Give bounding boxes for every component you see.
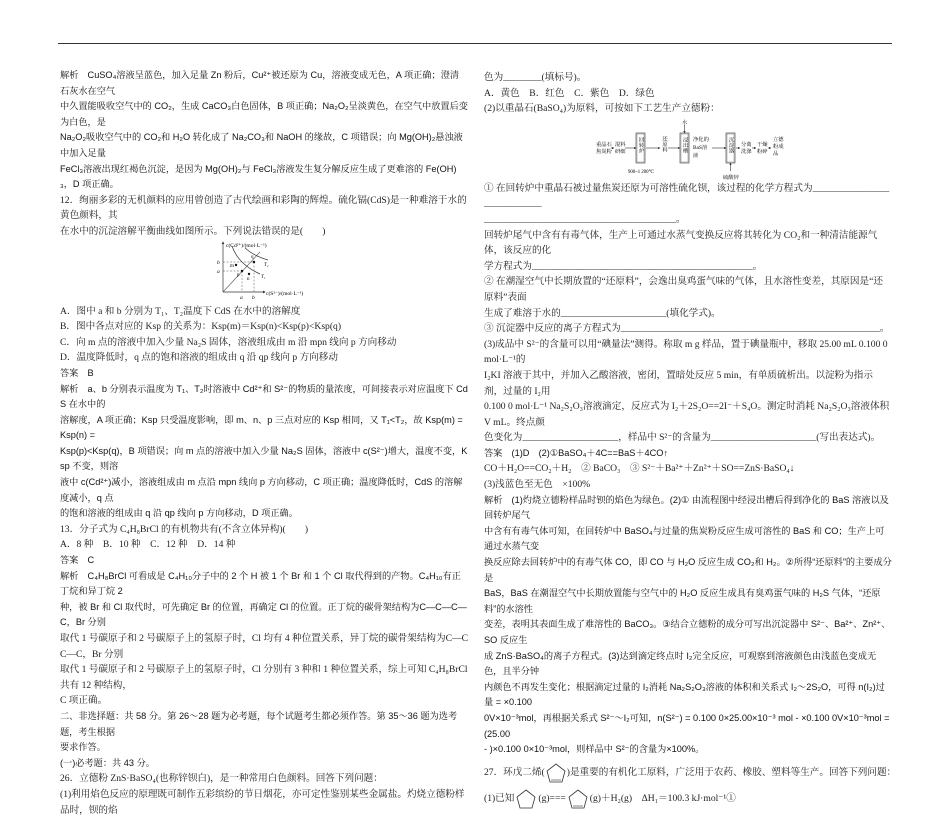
flow-output-2: 粉成: [773, 143, 784, 150]
curve-t2: [245, 248, 268, 260]
text-line: 26．立德粉 ZnS·BaSO₄(也称锌钡白)，是一种常用白色颜料。回答下列问题：: [60, 773, 383, 785]
text-line: 取代 1 号碳原子和 2 号碳原子上的氢原子时，Cl 分别有 3 种和 1 种位置关系，综上可知 C₄H₈BrCl 共有 12 种结构，: [60, 664, 468, 691]
x-axis-label: c(S²⁻)/(mol·L⁻¹): [266, 290, 304, 297]
label-t1: T₁: [261, 274, 266, 280]
analysis-line: 中久置能吸收空气中的 CO₂，生成 CaCO₃白色固体，B 项正确；Na₂O₂呈淡黄色，在空气中放置后变为白色，是: [60, 101, 468, 127]
solubility-curve-graph: [60, 240, 468, 304]
text-line: C 项正确。: [60, 695, 108, 707]
analysis-line: 答案 C: [60, 555, 95, 566]
analysis-line: 二、非选择题：共 58 分。第 26～28 题为必考题，每个试题考生都必须作答。第 35～36 题为选考题，考生根据: [60, 710, 458, 737]
point-n: [248, 272, 250, 274]
options-and-question-13-26: [60, 304, 468, 818]
point-m: [235, 263, 237, 265]
flow-output-3: 品: [773, 150, 779, 157]
analysis-line: Ksp(p)<Ksp(q)，B 项错误；向 m 点的溶液中加入少量 Na₂S 固体，溶液中 c(S²⁻)增大，温度不变，Ksp 不变，则溶: [60, 445, 468, 472]
flow-input-1: 重晶石: [596, 141, 612, 148]
flow-solution-1: 净化的: [693, 136, 709, 143]
question-27-equation: [484, 788, 892, 810]
text-line: A．黄色 B．红色 C．紫色 D．绿色: [484, 87, 655, 99]
analysis-line: 答案 B: [60, 367, 94, 378]
text-line: (1)利用焰色反应的原理既可制作五彩缤纷的节日烟花，亦可定性鉴别某些金属盐。灼烧立德粉样品时，钡的焰: [60, 788, 465, 816]
flow-zinc-sulfate: 硫酸锌: [723, 174, 739, 181]
flow-furnace: 回转炉: [637, 136, 644, 153]
flow-mix-2: 研细: [615, 148, 626, 155]
cyclopentene-structure-icon: [514, 788, 538, 810]
text-line: 0.100 0 mol·L⁻¹ Na₂S₂O₃溶液滴定，反应式为 I₂＋2S₂O==2I⁻＋S₄O。测定时消耗 Na₂S₂O₃溶液体积 V mL。终点颜: [484, 401, 890, 428]
analysis-line: 要求作答。: [60, 742, 106, 753]
question-27-prefix: 27．环戊二烯(: [484, 766, 545, 778]
text-line: A．图中 a 和 b 分别为 T₁、T₂温度下 CdS 在水中的溶解度: [60, 305, 301, 317]
y-axis-label: c(Cd²⁺)/(mol·L⁻¹): [226, 242, 267, 249]
analysis-line: 内颜色不再发生变化；根据滴定过量的 I₂消耗 Na₂S₂O₃溶液的体积和关系式 I₂～2S₂O，可得 n(I₂)过量 = ×0.100: [484, 681, 885, 708]
cyclopentadiene-structure-icon: [545, 762, 567, 784]
text-line: B．图中各点对应的 Ksp 的关系为：Ksp(m)＝Ksp(n)<Ksp(p)<Ksp(q): [60, 321, 342, 333]
analysis-line: 成 ZnS·BaSO₄的离子方程式。(3)达到滴定终点时 I₂完全反应，可观察到溶液颜色由浅蓝色变成无色，且半分钟: [484, 650, 877, 677]
flow-mix-1: 混料: [615, 141, 626, 148]
equation-middle: (g)===: [538, 792, 566, 804]
text-line: 在水中的沉淀溶解平衡曲线如图所示。下列说法错误的是( ): [60, 225, 326, 237]
analysis-line: 答案 (1)D (2)①BaSO₄＋4C==BaS＋4CO↑: [484, 447, 669, 458]
left-column: [60, 68, 468, 818]
text-line: CO＋H₂O==CO₂＋H₂ ② BaCO₃ ③ S²⁻＋Ba²⁺＋Zn²⁺＋SO==ZnS·BaSO₄↓: [484, 463, 795, 475]
flow-precipitator: 沉淀器: [727, 136, 734, 153]
text-line: D．温度降低时，q 点的饱和溶液的组成由 q 沿 qp 线向 p 方向移动: [60, 352, 338, 364]
equation-prefix: (1)已知: [484, 792, 515, 804]
analysis-line: 种，被 Br 和 Cl 取代时，可先确定 Br 的位置，再确定 Cl 的位置。正丁烷的碳骨架结构为C—C—C—C，Br 分别: [60, 601, 467, 628]
analysis-line: 溶解度，A 项正确；Ksp 只受温度影响，即 m、n、p 三点对应的 Ksp 相同，又 T₁<T₂，故 Ksp(m) = Ksp(n) =: [60, 414, 463, 441]
analysis-line: 变差，表明其表面生成了难溶性的 BaCO₃。③结合立德粉的成分可写出沉淀器中 S²⁻、Ba²⁺、Zn²⁺、SO 反应生: [484, 619, 891, 645]
analysis-line: 解析 CuSO₄溶液呈蓝色，加入足量 Zn 粉后，Cu²⁺被还原为 Cu，溶液变成无色，A 项正确；澄清石灰水在空气: [60, 70, 460, 96]
analysis-line: 的饱和溶液的组成由 q 沿 qp 线向 p 方向移动，D 项正确。: [60, 508, 298, 519]
question-26-continued: [484, 70, 892, 117]
text-line: I₂KI 溶液于其中，并加入乙酸溶液，密闭，置暗处反应 5 min，有单质硫析出。以淀粉为指示剂，过量的 I₂用: [484, 369, 873, 397]
text-line: ③ 沉淀器中反应的离子方程式为______________________________________________________。: [484, 323, 890, 335]
analysis-line: 液中 c(Cd²⁺)减小，溶液组成由 m 点沿 mpn 线向 p 方向移动，C 项正确；温度降低时，CdS 的溶解度减小，q 点: [60, 477, 463, 503]
text-line: 12．绚丽多彩的无机颜料的应用曾创造了古代绘画和彩陶的辉煌。硫化镉(CdS)是一种难溶于水的黄色颜料，其: [60, 194, 467, 222]
text-line: 生成了难溶于水的______________________(填化学式)。: [484, 307, 721, 319]
analysis-line: 中含有有毒气体可知，在回转炉中 BaSO₄与过量的焦炭粉反应生成可溶性的 BaS 和 CO；生产上可通过水蒸气变: [484, 525, 885, 552]
curve-t1: [232, 246, 260, 274]
text-line: 学方程式为______________________________________________。: [484, 260, 763, 272]
flow-output-1: 立德: [773, 136, 784, 143]
label-q: q: [251, 254, 254, 260]
point-q: [253, 260, 255, 262]
analysis-line: Na₂O₂吸收空气中的 CO₂和 H₂O 转化成了 Na₂CO₃和 NaOH 的缘故，C 项错误；向 Mg(OH)₂悬浊液中加入足量: [60, 132, 463, 158]
process-flow-diagram: [484, 117, 892, 181]
question-27-line: [484, 762, 897, 784]
text-line: 13．分子式为 C₄H₈BrCl 的有机物共有(不含立体异构)( ): [60, 523, 309, 535]
analysis-line: 换反应除去回转炉中的有毒气体 CO，即 CO 与 H₂O 反应生成 CO₂和 H₂。②所得“还原料”的主要成分是: [484, 557, 892, 583]
cds-equilibrium-chart: [217, 240, 370, 304]
flow-water: 水: [682, 119, 688, 126]
analysis-line: FeCl₃溶液出现红褐色沉淀，是因为 Mg(OH)₂与 FeCl₃溶液发生复分解反应生成了更难溶的 Fe(OH)₃，D 项正确。: [60, 163, 457, 190]
text-line: ① 在回转炉中重晶石被过量焦炭还原为可溶性硫化钡，该过程的化学方程式为____________________________: [484, 182, 890, 210]
flow-reduced-material: 还原料: [661, 135, 667, 152]
tick-a-x: a: [240, 294, 243, 301]
label-p: p: [237, 272, 240, 278]
analysis-line: (一)必考题：共 43 分。: [60, 757, 155, 768]
text-line: A．8 种 B．10 种 C．12 种 D．14 种: [60, 539, 236, 551]
flow-separate-2: 洗涤: [741, 148, 752, 155]
label-n: n: [247, 276, 250, 282]
label-t2: T₂: [264, 262, 269, 268]
cyclopentadiene-product-icon: [566, 788, 590, 810]
flow-furnace-temp: 900~1 200℃: [628, 169, 654, 175]
text-line: 回转炉尾气中含有有毒气体，生产上可通过水蒸气变换反应将其转化为 CO₂和一种清洁能源气体，该反应的化: [484, 229, 878, 257]
text-line: (2)以重晶石(BaSO₄)为原料，可按如下工艺生产立德粉：: [484, 103, 720, 115]
lithopone-process-diagram: [596, 119, 786, 181]
tick-b-x: b: [252, 294, 255, 301]
flow-separate-1: 分离: [741, 141, 752, 148]
question-27-suffix: )是重要的有机化工原料，广泛用于农药、橡胶、塑料等生产。回答下列问题：: [566, 766, 897, 778]
flow-solution-2: BaS溶: [693, 144, 708, 151]
text-line: ________________________________________。: [484, 213, 686, 225]
text-line: ② 在潮湿空气中长期放置的“还原料”，会逸出臭鸡蛋气味的气体，且水溶性变差，其原因是“还原料”表面: [484, 276, 883, 303]
point-p: [241, 269, 243, 271]
flow-solution-3: 液: [693, 152, 699, 159]
analysis-line: 0V×10⁻³mol，再根据关系式 S²⁻～I₂可知，n(S²⁻) = 0.100 0×25.00×10⁻³ mol - ×0.100 0V×10⁻³mol = (25.00: [484, 712, 890, 739]
text-line: (3)浅蓝色至无色 ×100%: [484, 479, 591, 491]
analysis-and-question-12: [60, 68, 468, 240]
tick-b-y: b: [217, 259, 220, 266]
equation-suffix: (g)＋H₂(g) ΔH₁＝100.3 kJ·mol⁻¹①: [589, 792, 736, 804]
analysis-line: 解析 a、b 分别表示温度为 T₁、T₂时溶液中 Cd²⁺和 S²⁻的物质的量浓度，可间接表示对应温度下 CdS 在水中的: [60, 383, 468, 410]
text-line: (3)成品中 S²⁻的含量可以用“碘量法”测得。称取 m g 样品，置于碘量瓶中，移取 25.00 mL 0.100 0 mol·L⁻¹的: [484, 338, 888, 366]
analysis-line: 解析 (1)灼烧立德粉样品时钡的焰色为绿色。(2)① 由流程图中经浸出槽后得到净化的 BaS 溶液以及回转炉尾气: [484, 494, 889, 521]
tick-a-y: a: [217, 268, 220, 275]
flow-input-2: 焦炭粉: [596, 148, 612, 155]
text-line: C．向 m 点的溶液中加入少量 Na₂S 固体，溶液组成由 m 沿 mpn 线向 p 方向移动: [60, 336, 397, 348]
label-m: m: [230, 263, 234, 269]
right-column: [484, 70, 897, 810]
flow-dry-1: 干燥: [757, 141, 768, 148]
flow-dry-2: 粉碎: [757, 148, 768, 155]
text-line: 取代 1 号碳原子和 2 号碳原子上的氢原子时，Cl 均有 4 种位置关系，异丁烷的碳骨架结构为C—CC—C，Br 分别: [60, 633, 469, 660]
text-line: 色变化为____________________，样品中 S²⁻的含量为______________________(写出表达式)。: [484, 432, 881, 444]
text-line: 色为________(填标号)。: [484, 72, 587, 83]
question-26-parts-and-answer: [484, 181, 892, 758]
flow-leach-tank: 浸出槽: [681, 136, 688, 153]
analysis-line: BaS，BaS 在潮湿空气中长期放置能与空气中的 H₂O 反应生成具有臭鸡蛋气味的 H₂S 气体，“还原料”的水溶性: [484, 588, 881, 614]
analysis-line: 解析 C₄H₈BrCl 可看成是 C₄H₁₀分子中的 2 个 H 被 1 个 Br 和 1 个 Cl 取代得到的产物。C₄H₁₀有正丁烷和异丁烷 2: [60, 570, 461, 597]
header-rule: [58, 43, 892, 44]
analysis-line: - )×0.100 0×10⁻³mol，则样品中 S²⁻的含量为×100%。: [484, 744, 705, 755]
